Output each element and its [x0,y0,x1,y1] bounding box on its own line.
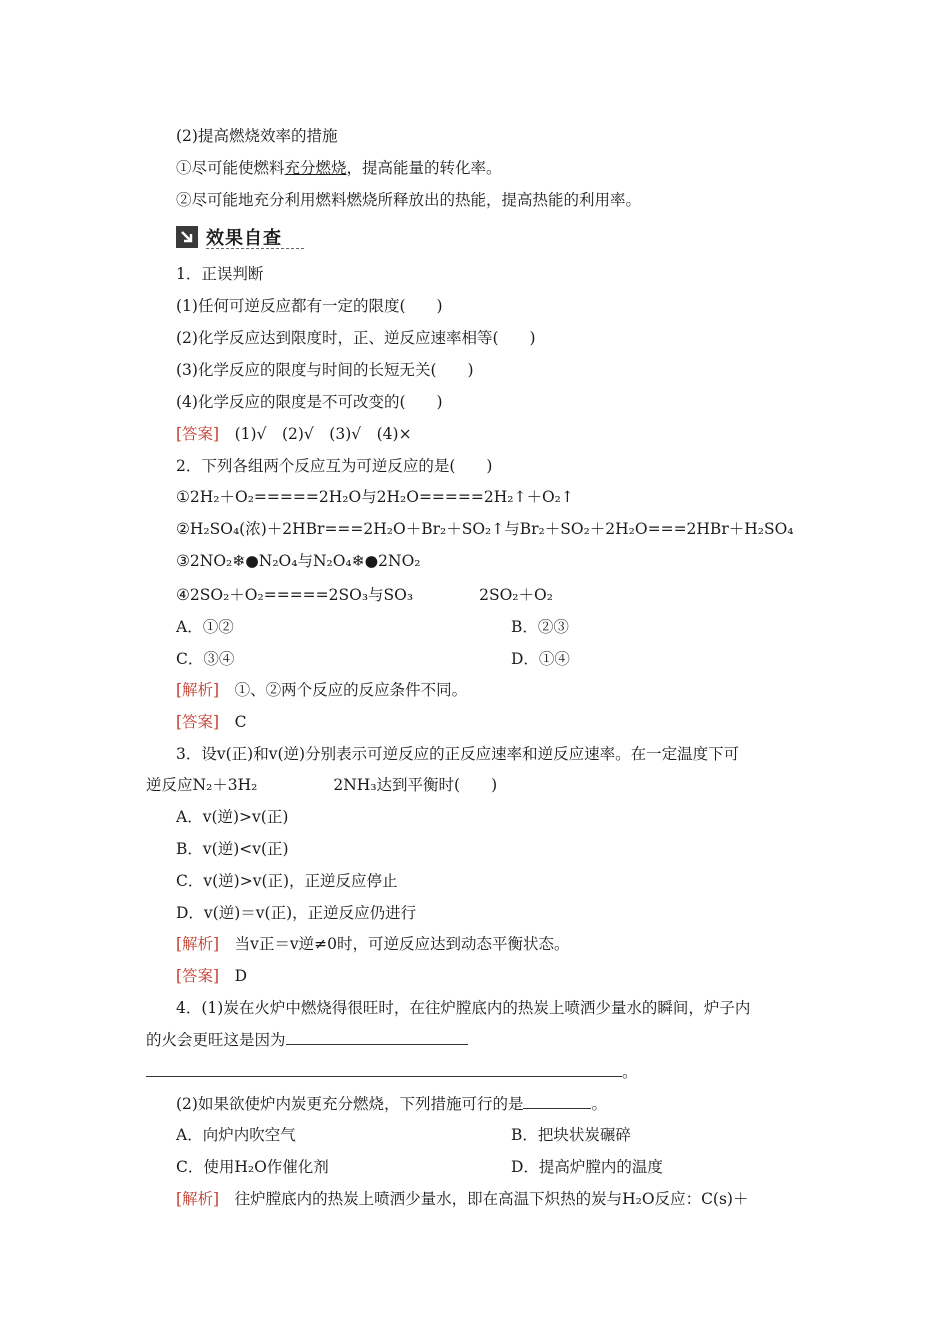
part2-item2: ②尽可能地充分利用燃料燃烧所释放出的热能，提高热能的利用率。 [176,191,642,209]
q1-statement-2: (2)化学反应达到限度时，正、逆反应速率相等( ) [176,329,536,347]
q3-option-b: B．v(逆)<v(正) [176,840,289,858]
analysis-tag: [解析] [176,681,220,699]
answer-blank [286,1030,468,1045]
q2-analysis [176,680,467,700]
q2-title: 2．下列各组两个反应互为可逆反应的是( ) [176,457,493,475]
answer-blank [146,1062,622,1077]
answer-tag: [答案] [176,967,220,985]
q3-line-2 [146,775,497,795]
item4-right: 2SO₂＋O₂ [479,586,553,604]
q4-line-1: 4．(1)炭在火炉中燃烧得很旺时，在往炉膛底内的热炭上喷洒少量水的瞬间，炉子内 [176,999,751,1017]
q1-statement-4: (4)化学反应的限度是不可改变的( ) [176,393,443,411]
q3-answer [176,966,247,986]
q3-analysis [176,934,570,954]
q4-option-b: B．把块状炭碾碎 [511,1126,631,1144]
analysis-text: 当v正＝v逆≠0时，可逆反应达到动态平衡状态。 [234,935,570,953]
q3-option-d: D．v(逆)＝v(正)，正逆反应仍进行 [176,904,417,922]
item1-underlined: 充分燃烧 [284,159,347,177]
q1-statement-3: (3)化学反应的限度与时间的长短无关( ) [176,361,474,379]
q2-item-4 [176,585,553,605]
q3-line2-right: 2NH₃达到平衡时( ) [333,776,498,794]
q3-line2-left: 逆反应N₂＋3H₂ [146,776,258,794]
section-heading [176,224,282,250]
arrow-down-right-icon [176,226,198,248]
answer-text: C [234,713,247,731]
answer-tag: [答案] [176,425,220,443]
answer-text: (1)√ (2)√ (3)√ (4)× [234,425,412,443]
item1-text-end: ，提高能量的转化率。 [346,159,502,177]
answer-blank [523,1094,591,1109]
q4-option-a: A．向炉内吹空气 [176,1126,296,1144]
q2-item-1: ①2H₂＋O₂=====2H₂O与2H₂O=====2H₂↑＋O₂↑ [176,488,574,506]
part2-title: (2)提高燃烧效率的措施 [176,127,338,145]
q2-option-d: D．①④ [511,650,570,668]
item4-left: ④2SO₂＋O₂=====2SO₃与SO₃ [176,586,414,604]
q4-line-3 [146,1062,638,1082]
q2-option-c: C．③④ [176,650,235,668]
q4-sub2-end: 。 [591,1095,607,1113]
heading-underline [206,248,304,249]
q4-sub2 [176,1094,607,1114]
q2-option-a: A．①② [176,618,234,636]
q4-option-d: D．提高炉膛内的温度 [511,1158,663,1176]
q4-line-2 [146,1030,468,1050]
section-heading-text: 效果自查 [206,228,282,249]
answer-text: D [234,967,248,985]
analysis-text: ①、②两个反应的反应条件不同。 [234,681,468,699]
q4-analysis [176,1189,748,1209]
q3-option-a: A．v(逆)>v(正) [176,808,289,826]
q3-option-c: C．v(逆)>v(正)，正逆反应停止 [176,872,398,890]
item1-text: ①尽可能使燃料 [176,159,285,177]
q2-item-3: ③2NO₂❄●N₂O₄与N₂O₄❄●2NO₂ [176,552,421,570]
q4-line2-text: 的火会更旺这是因为 [146,1031,286,1049]
analysis-tag: [解析] [176,935,220,953]
q2-item-2: ②H₂SO₄(浓)＋2HBr===2H₂O＋Br₂＋SO₂↑与Br₂＋SO₂＋2H₂O===2HBr＋H₂SO₄ [176,520,794,538]
q2-answer [176,712,247,732]
analysis-text: 往炉膛底内的热炭上喷洒少量水，即在高温下炽热的炭与H₂O反应：C(s)＋ [234,1190,749,1208]
analysis-tag: [解析] [176,1190,220,1208]
q1-statement-1: (1)任何可逆反应都有一定的限度( ) [176,297,443,315]
q1-title: 1．正误判断 [176,265,264,283]
q3-line-1: 3．设v(正)和v(逆)分别表示可逆反应的正反应速率和逆反应速率。在一定温度下可 [176,745,740,763]
q2-option-b: B．②③ [511,618,569,636]
q4-line3-end: 。 [622,1063,638,1081]
q4-option-c: C．使用H₂O作催化剂 [176,1158,329,1176]
q4-sub2-text: (2)如果欲使炉内炭更充分燃烧，下列措施可行的是 [176,1095,524,1113]
part2-item1 [176,158,502,178]
answer-tag: [答案] [176,713,220,731]
q1-answer [176,424,412,444]
